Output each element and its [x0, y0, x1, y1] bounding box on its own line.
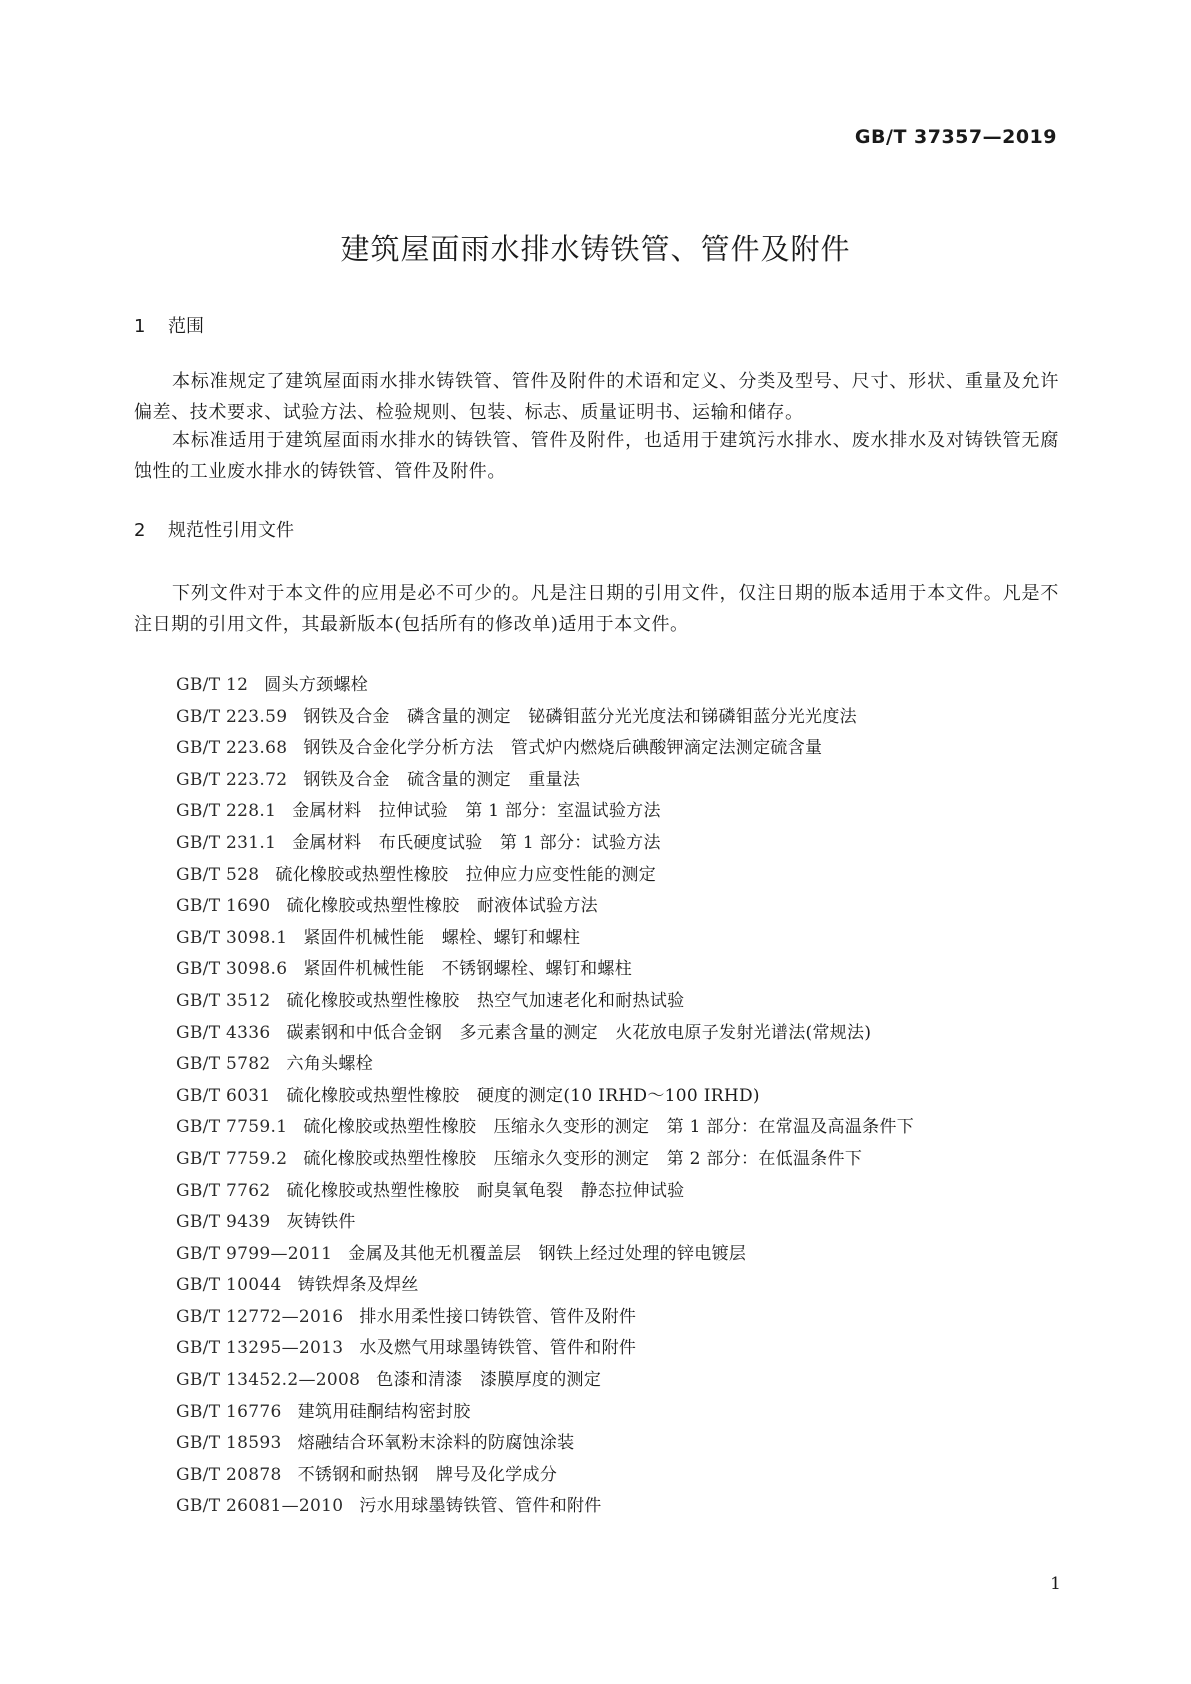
reference-code: GB/T 12 — [176, 675, 249, 695]
reference-item — [176, 1270, 914, 1302]
reference-title: 污水用球墨铸铁管、管件和附件 — [359, 1496, 602, 1517]
reference-item — [176, 733, 914, 765]
reference-item — [176, 702, 914, 734]
document-title: 建筑屋面雨水排水铸铁管、管件及附件 — [340, 232, 851, 266]
page-number: 1 — [1050, 1574, 1061, 1594]
reference-code: GB/T 528 — [176, 864, 260, 885]
reference-code: GB/T 6031 — [176, 1085, 271, 1106]
reference-code: GB/T 223.68 — [176, 738, 288, 759]
reference-code: GB/T 7762 — [176, 1180, 271, 1201]
reference-item — [176, 1144, 914, 1176]
section-2-title: 规范性引用文件 — [168, 520, 294, 541]
reference-item — [176, 1207, 914, 1239]
reference-item — [176, 1491, 914, 1523]
reference-code: GB/T 9439 — [176, 1212, 271, 1233]
reference-title: 硫化橡胶或热塑性橡胶 压缩永久变形的测定 第 2 部分：在低温条件下 — [303, 1148, 863, 1169]
reference-code: GB/T 5782 — [176, 1054, 271, 1075]
section-2-number: 2 — [134, 520, 146, 541]
reference-code: GB/T 13295—2013 — [176, 1338, 344, 1359]
reference-title: 色漆和清漆 漆膜厚度的测定 — [376, 1370, 602, 1391]
reference-item — [176, 1081, 914, 1113]
section-2-intro: 下列文件对于本文件的应用是必不可少的。凡是注日期的引用文件，仅注日期的版本适用于本文件。凡是不注日期的引用文件，其最新版本(包括所有的修改单)适用于本文件。 — [134, 583, 1059, 635]
section-1-heading — [134, 312, 204, 338]
reference-code: GB/T 223.72 — [176, 769, 288, 790]
reference-item — [176, 1428, 914, 1460]
reference-title: 金属及其他无机覆盖层 钢铁上经过处理的锌电镀层 — [348, 1243, 747, 1264]
reference-item — [176, 1460, 914, 1492]
reference-code: GB/T 228.1 — [176, 801, 277, 822]
reference-title: 硫化橡胶或热塑性橡胶 耐臭氧龟裂 静态拉伸试验 — [286, 1180, 685, 1201]
reference-code: GB/T 9799—2011 — [176, 1243, 333, 1264]
reference-item — [176, 860, 914, 892]
reference-title: 灰铸铁件 — [286, 1212, 356, 1233]
section-1-paragraph-1: 本标准规定了建筑屋面雨水排水铸铁管、管件及附件的术语和定义、分类及型号、尺寸、形状、重量及允许偏差、技术要求、试验方法、检验规则、包装、标志、质量证明书、运输和储存。 — [134, 371, 1059, 423]
reference-title: 紧固件机械性能 螺栓、螺钉和螺柱 — [303, 927, 581, 948]
reference-item — [176, 670, 914, 702]
reference-code: GB/T 18593 — [176, 1433, 282, 1454]
reference-title: 铸铁焊条及焊丝 — [297, 1275, 419, 1296]
reference-title: 硫化橡胶或热塑性橡胶 拉伸应力应变性能的测定 — [275, 864, 656, 885]
reference-item — [176, 954, 914, 986]
reference-title: 水及燃气用球墨铸铁管、管件和附件 — [359, 1338, 637, 1359]
reference-title: 不锈钢和耐热钢 牌号及化学成分 — [297, 1464, 558, 1485]
normative-reference-list — [176, 670, 914, 1523]
reference-title: 金属材料 布氏硬度试验 第 1 部分：试验方法 — [292, 832, 661, 853]
reference-code: GB/T 231.1 — [176, 832, 277, 853]
reference-code: GB/T 26081—2010 — [176, 1496, 344, 1517]
reference-item — [176, 1112, 914, 1144]
reference-item — [176, 796, 914, 828]
reference-title: 钢铁及合金化学分析方法 管式炉内燃烧后碘酸钾滴定法测定硫含量 — [303, 738, 823, 759]
reference-item — [176, 1018, 914, 1050]
reference-item — [176, 1302, 914, 1334]
reference-item — [176, 923, 914, 955]
reference-code: GB/T 3098.6 — [176, 959, 288, 980]
reference-title: 硫化橡胶或热塑性橡胶 耐液体试验方法 — [286, 896, 598, 917]
reference-code: GB/T 12772—2016 — [176, 1306, 344, 1327]
reference-title: 圆头方颈螺栓 — [264, 675, 369, 695]
section-2-heading — [134, 516, 294, 542]
reference-code: GB/T 4336 — [176, 1022, 271, 1043]
reference-code: GB/T 7759.2 — [176, 1148, 288, 1169]
reference-code: GB/T 7759.1 — [176, 1117, 288, 1138]
reference-title: 碳素钢和中低合金钢 多元素含量的测定 火花放电原子发射光谱法(常规法) — [286, 1022, 872, 1043]
reference-title: 钢铁及合金 磷含量的测定 铋磷钼蓝分光光度法和锑磷钼蓝分光光度法 — [303, 706, 857, 727]
reference-item — [176, 1176, 914, 1208]
reference-item — [176, 1049, 914, 1081]
section-1-number: 1 — [134, 316, 146, 337]
reference-code: GB/T 16776 — [176, 1401, 282, 1422]
reference-title: 紧固件机械性能 不锈钢螺栓、螺钉和螺柱 — [303, 959, 633, 980]
section-1-paragraph-2: 本标准适用于建筑屋面雨水排水的铸铁管、管件及附件，也适用于建筑污水排水、废水排水及对铸铁管无腐蚀性的工业废水排水的铸铁管、管件及附件。 — [134, 430, 1059, 482]
reference-title: 建筑用硅酮结构密封胶 — [297, 1401, 471, 1422]
reference-title: 硫化橡胶或热塑性橡胶 压缩永久变形的测定 第 1 部分：在常温及高温条件下 — [303, 1117, 915, 1138]
reference-item — [176, 891, 914, 923]
reference-code: GB/T 223.59 — [176, 706, 288, 727]
reference-item — [176, 986, 914, 1018]
reference-title: 熔融结合环氧粉末涂料的防腐蚀涂装 — [297, 1433, 575, 1454]
reference-title: 钢铁及合金 硫含量的测定 重量法 — [303, 769, 581, 790]
reference-title: 硫化橡胶或热塑性橡胶 热空气加速老化和耐热试验 — [286, 990, 685, 1011]
reference-code: GB/T 1690 — [176, 896, 271, 917]
reference-item — [176, 1365, 914, 1397]
standard-code: GB/T 37357—2019 — [854, 126, 1057, 148]
reference-title: 排水用柔性接口铸铁管、管件及附件 — [359, 1306, 637, 1327]
reference-item — [176, 1397, 914, 1429]
section-1-title: 范围 — [168, 316, 204, 337]
reference-item — [176, 828, 914, 860]
reference-item — [176, 765, 914, 797]
reference-item — [176, 1239, 914, 1271]
reference-title: 六角头螺栓 — [286, 1054, 374, 1075]
reference-title: 金属材料 拉伸试验 第 1 部分：室温试验方法 — [292, 801, 661, 822]
reference-code: GB/T 13452.2—2008 — [176, 1370, 361, 1391]
reference-code: GB/T 3512 — [176, 990, 271, 1011]
reference-code: GB/T 10044 — [176, 1275, 282, 1296]
reference-code: GB/T 20878 — [176, 1464, 282, 1485]
reference-code: GB/T 3098.1 — [176, 927, 288, 948]
reference-item — [176, 1333, 914, 1365]
reference-title: 硫化橡胶或热塑性橡胶 硬度的测定(10 IRHD～100 IRHD) — [286, 1085, 760, 1106]
